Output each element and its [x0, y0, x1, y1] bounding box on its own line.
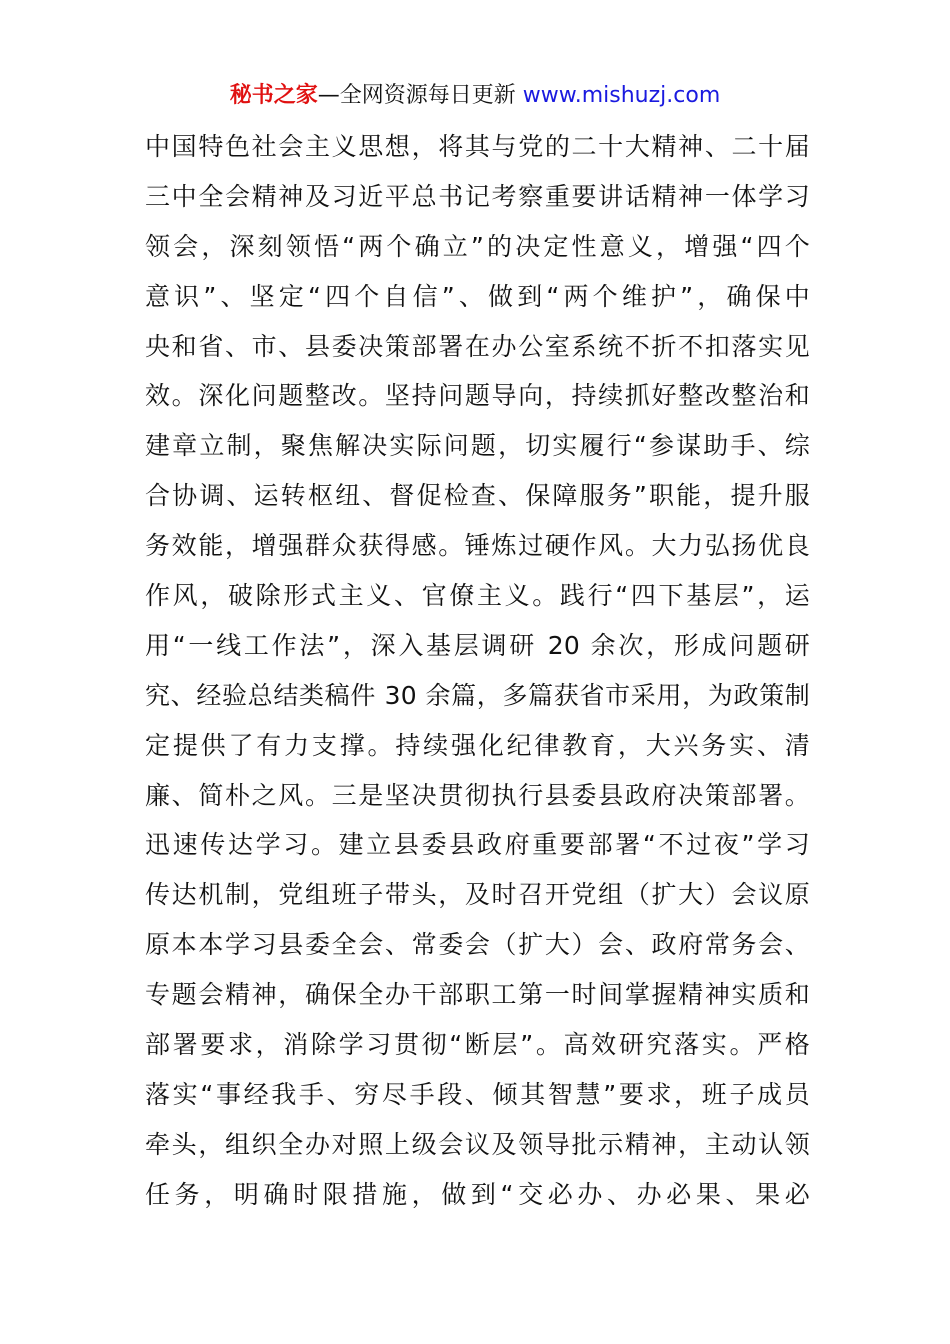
text-line: 务效能，增强群众获得感。锤炼过硬作风。大力弘扬优良 [145, 531, 810, 561]
text-line: 建章立制，聚焦解决实际问题，切实履行“参谋助手、综 [145, 431, 810, 461]
text-line: 三中全会精神及习近平总书记考察重要讲话精神一体学习 [145, 181, 810, 211]
brand-name: 秘书之家 [229, 83, 318, 108]
text-line: 廉、简朴之风。三是坚决贯彻执行县委县政府决策部署。 [145, 780, 810, 810]
text-line: 合协调、运转枢纽、督促检查、保障服务”职能，提升服 [145, 481, 810, 511]
text-line: 意识”、坚定“四个自信”、做到“两个维护”，确保中 [145, 281, 810, 311]
text-line: 中国特色社会主义思想，将其与党的二十大精神、二十届 [145, 132, 810, 161]
text-line: 究、经验总结类稿件 30 余篇，多篇获省市采用，为政策制 [145, 680, 810, 710]
text-line: 定提供了有力支撑。持续强化纪律教育，大兴务实、清 [145, 730, 810, 760]
text-line: 用“一线工作法”，深入基层调研 20 余次，形成问题研 [145, 630, 810, 660]
text-line: 专题会精神，确保全办干部职工第一时间掌握精神实质和 [145, 980, 810, 1010]
text-line: 部署要求，消除学习贯彻“断层”。高效研究落实。严格 [145, 1030, 810, 1060]
text-line: 效。深化问题整改。坚持问题导向，持续抓好整改整治和 [145, 381, 810, 411]
text-line: 任务，明确时限措施，做到“交必办、办必果、果必 [145, 1179, 810, 1209]
document-header [0, 80, 950, 112]
text-line: 落实“事经我手、穷尽手段、倾其智慧”要求，班子成员 [145, 1079, 810, 1109]
text-line: 迅速传达学习。建立县委县政府重要部署“不过夜”学习 [145, 830, 810, 860]
text-line: 央和省、市、县委决策部署在办公室系统不折不扣落实见 [145, 331, 810, 361]
header-tagline: —全网资源每日更新 [317, 83, 516, 108]
text-line: 原本本学习县委全会、常委会（扩大）会、政府常务会、 [145, 930, 810, 960]
document-body [145, 122, 810, 1220]
text-line: 传达机制，党组班子带头，及时召开党组（扩大）会议原 [145, 880, 810, 910]
text-line: 领会，深刻领悟“两个确立”的决定性意义，增强“四个 [145, 231, 810, 261]
site-url[interactable]: www.mishuzj.com [522, 83, 721, 108]
text-line: 作风，破除形式主义、官僚主义。践行“四下基层”，运 [145, 581, 810, 611]
text-line: 牵头，组织全办对照上级会议及领导批示精神，主动认领 [145, 1129, 810, 1159]
